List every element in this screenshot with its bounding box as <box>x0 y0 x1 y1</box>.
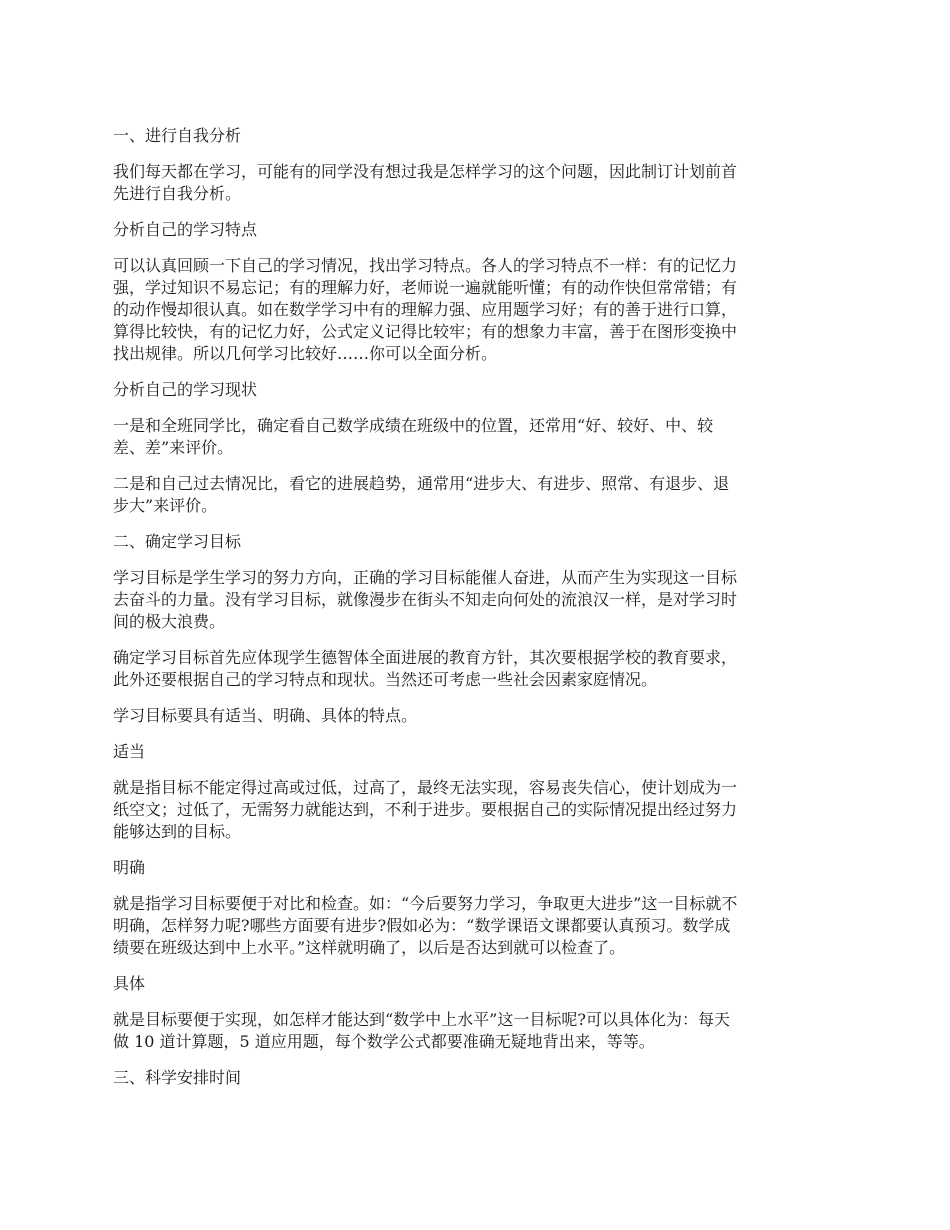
paragraph-specific: 就是目标要便于实现，如怎样才能达到“数学中上水平”这一目标呢?可以具体化为：每天 做 10 道计算题，5 道应用题，每个数学公式都要准确无疑地背出来，等等。 <box>113 1010 730 1051</box>
subheading-learning-status: 分析自己的学习现状 <box>113 380 258 399</box>
paragraph-intro: 我们每天都在学习，可能有的同学没有想过我是怎样学习的这个问题，因此制订计划前首 先进行自我分析。 <box>113 162 738 203</box>
paragraph-learning-traits: 可以认真回顾一下自己的学习情况，找出学习特点。各人的学习特点不一样：有的记忆力 强，学过知识不易忘记；有的理解力好，老师说一遍就能听懂；有的动作快但常常错；有 的动作慢却很认真。如在数学学习中有的理解力强、应用题学习好；有的善于进行口算， 算得比较快，有的记忆力好，公式定义记得比较牢；有的想象力丰富，善于在图形变换中 找出规律。所以几何学习比较好……你可以全面分析。 <box>113 256 738 363</box>
section-heading-self-analysis: 一、进行自我分析 <box>113 126 242 145</box>
subheading-specific: 具体 <box>113 974 146 993</box>
paragraph-goals-traits: 学习目标要具有适当、明确、具体的特点。 <box>113 706 418 725</box>
subheading-learning-traits: 分析自己的学习特点 <box>113 220 258 239</box>
paragraph-compare-class: 一是和全班同学比，确定看自己数学成绩在班级中的位置，还常用“好、较好、中、较 差、差”来评价。 <box>113 416 714 457</box>
paragraph-compare-past: 二是和自己过去情况比，看它的进展趋势，通常用“进步大、有进步、照常、有退步、退 步大”来评价。 <box>113 474 730 515</box>
subheading-appropriate: 适当 <box>113 742 146 761</box>
paragraph-goals-direction: 学习目标是学生学习的努力方向，正确的学习目标能催人奋进，从而产生为实现这一目标 去奋斗的力量。没有学习目标，就像漫步在街头不知走向何处的流浪汉一样，是对学习时 间的极大浪费。 <box>113 568 738 631</box>
paragraph-appropriate: 就是指目标不能定得过高或过低，过高了，最终无法实现，容易丧失信心，使计划成为一 纸空文；过低了，无需努力就能达到，不利于进步。要根据自己的实际情况提出经过努力 能够达到的目标。 <box>113 778 738 841</box>
section-heading-goals: 二、确定学习目标 <box>113 532 242 551</box>
paragraph-goals-principles: 确定学习目标首先应体现学生德智体全面进展的教育方针，其次要根据学校的教育要求， 此外还要根据自己的学习特点和现状。当然还可考虑一些社会因素家庭情况。 <box>113 648 738 689</box>
section-heading-time: 三、科学安排时间 <box>113 1068 242 1087</box>
document-page <box>113 125 840 1103</box>
paragraph-clear: 就是指学习目标要便于对比和检查。如：“今后要努力学习，争取更大进步”这一目标就不 明确，怎样努力呢?哪些方面要有进步?假如必为：“数学课语文课都要认真预习。数学成 绩要在班级达到中上水平。”这样就明确了，以后是否达到就可以检查了。 <box>113 894 738 957</box>
subheading-clear: 明确 <box>113 858 146 877</box>
